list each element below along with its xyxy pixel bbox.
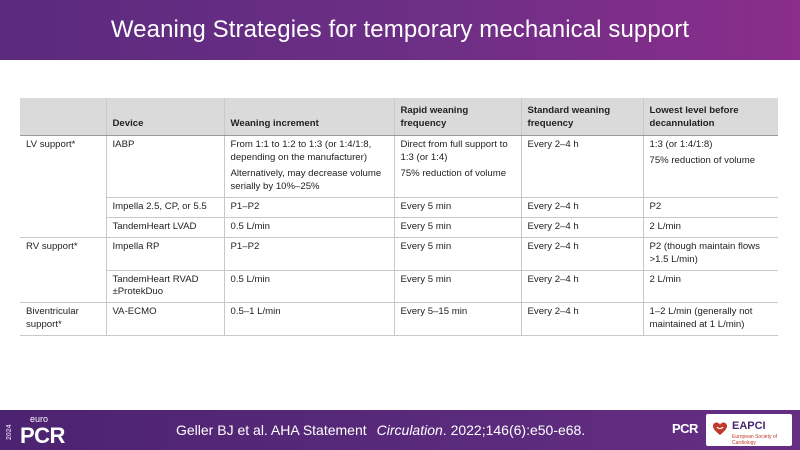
heart-icon xyxy=(712,421,728,437)
lowest-cell: P2 (though maintain flows >1.5 L/min) xyxy=(643,237,778,270)
rapid-text: Direct from full support to 1:3 (or 1:4) xyxy=(400,139,508,163)
table-row xyxy=(20,217,778,237)
lowest-cell: 2 L/min xyxy=(643,217,778,237)
citation-journal: Circulation xyxy=(376,422,443,438)
table-row xyxy=(20,303,778,336)
standard-cell: Every 2–4 h xyxy=(521,303,643,336)
standard-cell: Every 2–4 h xyxy=(521,136,643,198)
rapid-cell: Every 5 min xyxy=(394,217,521,237)
rapid-cell: Every 5 min xyxy=(394,270,521,303)
device-cell: Impella RP xyxy=(106,237,224,270)
increment-text: Alternatively, may decrease volume serially by 10%–25% xyxy=(230,167,382,192)
group-cell: RV support* xyxy=(20,237,106,303)
header-cell-increment: Weaning increment xyxy=(224,98,394,136)
standard-cell: Every 2–4 h xyxy=(521,197,643,217)
table-row xyxy=(20,136,778,198)
europcr-logo xyxy=(6,412,81,448)
group-cell: Biventricular support* xyxy=(20,303,106,336)
lowest-cell: P2 xyxy=(643,197,778,217)
increment-cell: 0.5 L/min xyxy=(224,217,394,237)
rapid-cell: Every 5 min xyxy=(394,237,521,270)
device-cell: Impella 2.5, CP, or 5.5 xyxy=(106,197,224,217)
citation xyxy=(176,422,585,438)
lowest-text: 75% reduction of volume xyxy=(649,154,756,166)
device-cell: TandemHeart LVAD xyxy=(106,217,224,237)
increment-cell xyxy=(224,136,394,198)
device-cell: TandemHeart RVAD ±ProtekDuo xyxy=(106,270,224,303)
table-row xyxy=(20,197,778,217)
rapid-cell: Every 5 min xyxy=(394,197,521,217)
increment-cell: 0.5 L/min xyxy=(224,270,394,303)
header-cell-rapid: Rapid weaning frequency xyxy=(394,98,521,136)
slide-title: Weaning Strategies for temporary mechanical support xyxy=(110,16,690,43)
weaning-table-container xyxy=(20,98,778,336)
weaning-strategies-table xyxy=(20,98,778,336)
lowest-text: 1:3 (or 1:4/1:8) xyxy=(649,139,713,150)
footer-bar xyxy=(0,410,800,450)
header-cell-lowest: Lowest level before decannulation xyxy=(643,98,778,136)
citation-volume: . 2022;146(6):e50-e68. xyxy=(442,422,586,438)
rapid-cell: Every 5–15 min xyxy=(394,303,521,336)
rapid-text: 75% reduction of volume xyxy=(400,167,507,179)
group-cell: LV support* xyxy=(20,136,106,238)
increment-cell: P1–P2 xyxy=(224,197,394,217)
eapci-subtext: European Society of Cardiology xyxy=(732,434,778,446)
citation-authors: Geller BJ et al. AHA Statement xyxy=(176,422,367,438)
logo-pcr-text: PCR xyxy=(20,423,65,448)
header-cell-standard: Standard weaning frequency xyxy=(521,98,643,136)
increment-text: From 1:1 to 1:2 to 1:3 (or 1:4/1:8, depending on the manufacturer) xyxy=(230,139,372,163)
title-banner xyxy=(0,0,800,60)
logo-euro-text: euro xyxy=(30,414,49,424)
eapci-logo xyxy=(706,414,792,446)
logo-year: 2024 xyxy=(6,424,13,440)
table-row xyxy=(20,237,778,270)
header-cell-group xyxy=(20,98,106,136)
header-cell-device: Device xyxy=(106,98,224,136)
standard-cell: Every 2–4 h xyxy=(521,237,643,270)
standard-cell: Every 2–4 h xyxy=(521,270,643,303)
pcr-small-logo: PCR xyxy=(672,421,698,436)
device-cell: IABP xyxy=(106,136,224,198)
eapci-text: EAPCI xyxy=(732,420,766,432)
device-cell: VA-ECMO xyxy=(106,303,224,336)
rapid-cell xyxy=(394,136,521,198)
table-header-row xyxy=(20,98,778,136)
table-row xyxy=(20,270,778,303)
standard-cell: Every 2–4 h xyxy=(521,217,643,237)
lowest-cell: 2 L/min xyxy=(643,270,778,303)
increment-cell: P1–P2 xyxy=(224,237,394,270)
lowest-cell: 1–2 L/min (generally not maintained at 1 L/min) xyxy=(643,303,778,336)
lowest-cell xyxy=(643,136,778,198)
increment-cell: 0.5–1 L/min xyxy=(224,303,394,336)
